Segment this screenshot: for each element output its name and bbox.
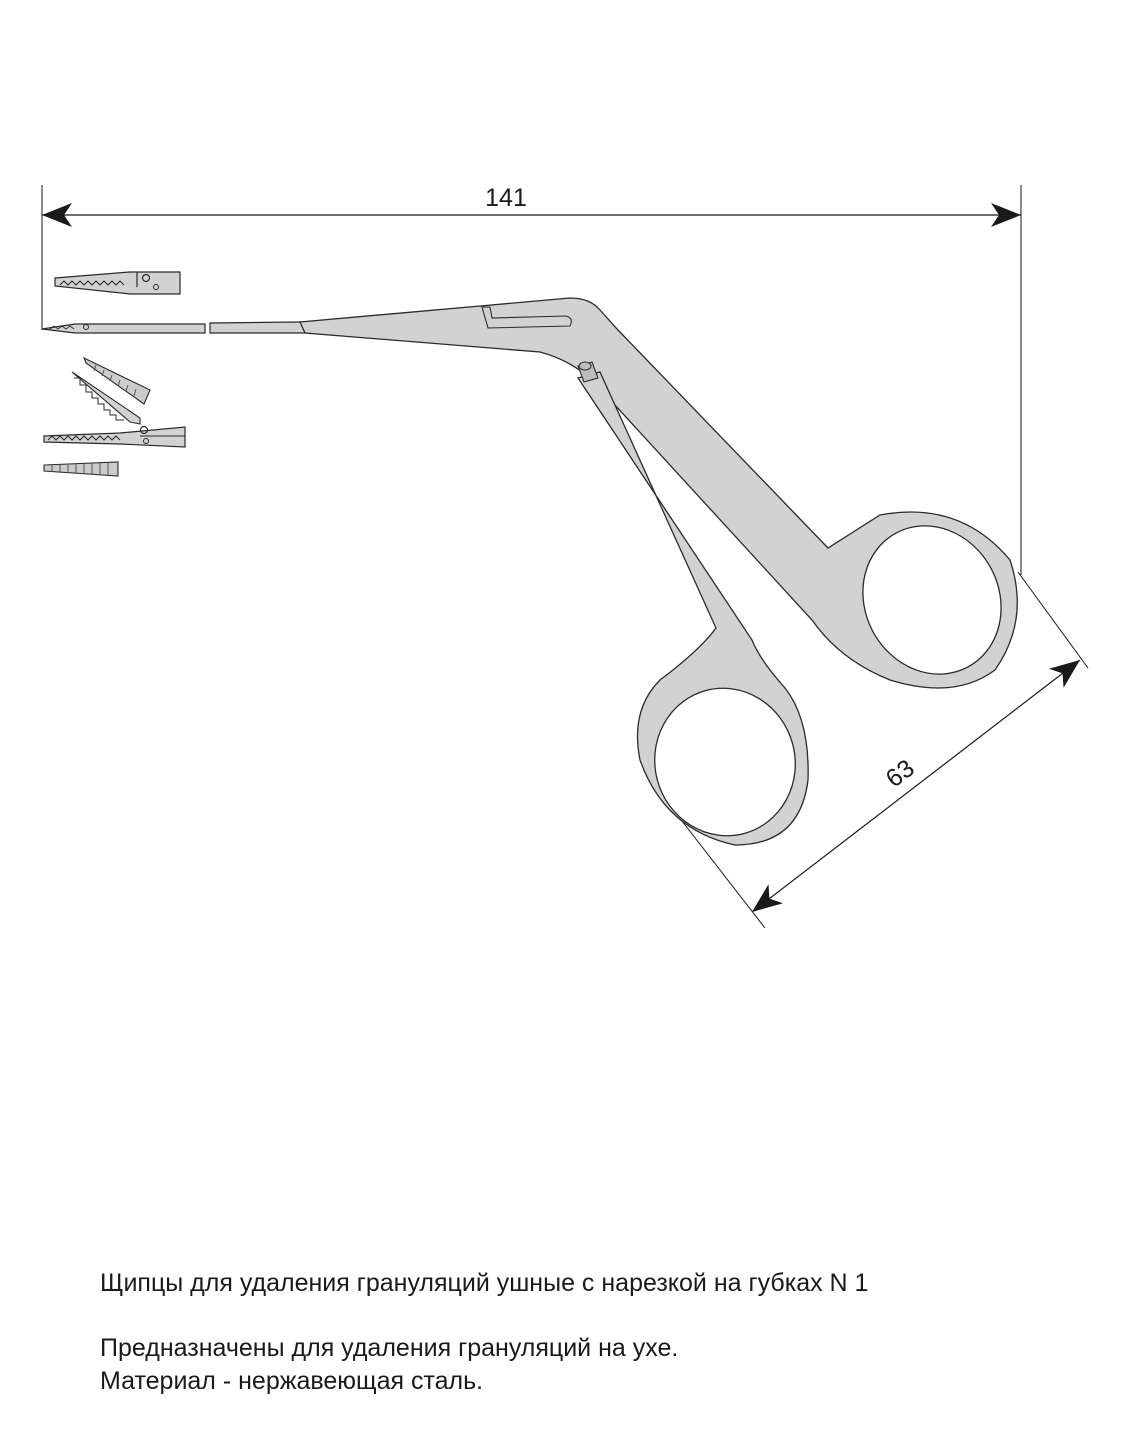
jaw-detail-top — [55, 272, 180, 294]
forceps-shaft-tip — [210, 322, 305, 333]
instrument-title: Щипцы для удаления грануляций ушные с нарезкой на губках N 1 — [100, 1269, 869, 1297]
extension-line-upper — [1018, 572, 1088, 668]
length-dimension — [42, 184, 1021, 575]
material-text: Материал - нержавеющая сталь. — [100, 1367, 484, 1395]
jaw-detail-closed — [42, 324, 205, 333]
length-dimension-label: 141 — [485, 184, 527, 212]
purpose-text: Предназначены для удаления грануляций на ухе. — [100, 1334, 679, 1362]
jaw-detail-lower-serrated — [44, 462, 118, 476]
ring-dimension-label: 63 — [880, 754, 920, 794]
jaw-detail-upper-serrated — [84, 358, 150, 404]
